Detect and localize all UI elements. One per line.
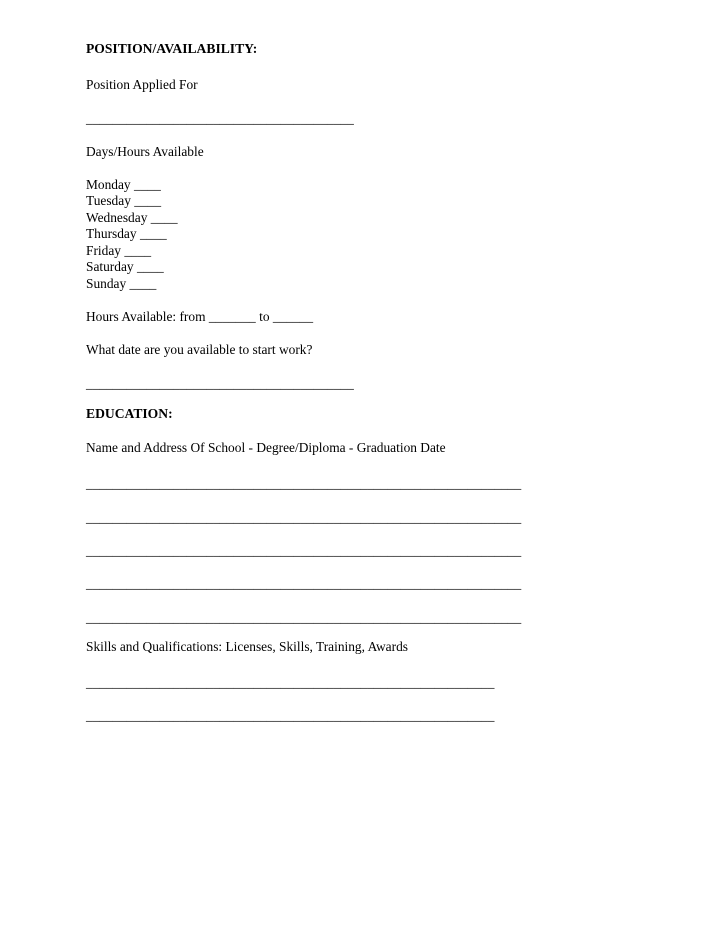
- day-label: Sunday: [86, 276, 127, 291]
- day-row-saturday: [86, 259, 164, 275]
- start-date-field[interactable]: ________________________________________: [86, 376, 354, 391]
- days-hours-label: Days/Hours Available: [86, 144, 204, 159]
- position-applied-field[interactable]: ________________________________________: [86, 111, 354, 126]
- day-field[interactable]: ____: [134, 193, 162, 208]
- school-field[interactable]: _________________________________________________________________: [86, 576, 522, 591]
- hours-label: Hours Available: from: [86, 309, 206, 324]
- day-field[interactable]: ____: [139, 226, 167, 241]
- day-label: Saturday: [86, 259, 134, 274]
- day-row-thursday: [86, 226, 167, 242]
- day-row-wednesday: [86, 210, 178, 226]
- day-field[interactable]: ____: [124, 243, 152, 258]
- day-field[interactable]: ____: [129, 276, 157, 291]
- school-info-label: Name and Address Of School - Degree/Diploma - Graduation Date: [86, 440, 446, 455]
- hours-to-label: to: [259, 309, 270, 324]
- start-date-question: What date are you available to start work?: [86, 342, 313, 357]
- hours-to-field[interactable]: ______: [272, 309, 314, 324]
- day-field[interactable]: ____: [136, 259, 164, 274]
- school-field[interactable]: _________________________________________________________________: [86, 476, 522, 491]
- day-row-tuesday: [86, 193, 161, 209]
- skills-qualifications-label: Skills and Qualifications: Licenses, Skills, Training, Awards: [86, 639, 408, 654]
- hours-from-field[interactable]: _______: [208, 309, 256, 324]
- position-availability-heading: POSITION/AVAILABILITY:: [86, 41, 258, 56]
- education-heading: EDUCATION:: [86, 406, 173, 421]
- skills-field[interactable]: _____________________________________________________________: [86, 675, 495, 690]
- day-label: Friday: [86, 243, 121, 258]
- skills-field[interactable]: _____________________________________________________________: [86, 708, 495, 723]
- day-label: Wednesday: [86, 210, 148, 225]
- day-field[interactable]: ____: [150, 210, 178, 225]
- day-row-monday: [86, 177, 161, 193]
- day-label: Tuesday: [86, 193, 131, 208]
- hours-available-row: [86, 309, 313, 325]
- day-label: Monday: [86, 177, 131, 192]
- day-row-friday: [86, 243, 151, 259]
- day-row-sunday: [86, 276, 156, 292]
- day-field[interactable]: ____: [134, 177, 161, 192]
- day-label: Thursday: [86, 226, 137, 241]
- school-field[interactable]: _________________________________________________________________: [86, 510, 522, 525]
- school-field[interactable]: _________________________________________________________________: [86, 610, 522, 625]
- position-applied-label: Position Applied For: [86, 77, 198, 92]
- school-field[interactable]: _________________________________________________________________: [86, 543, 522, 558]
